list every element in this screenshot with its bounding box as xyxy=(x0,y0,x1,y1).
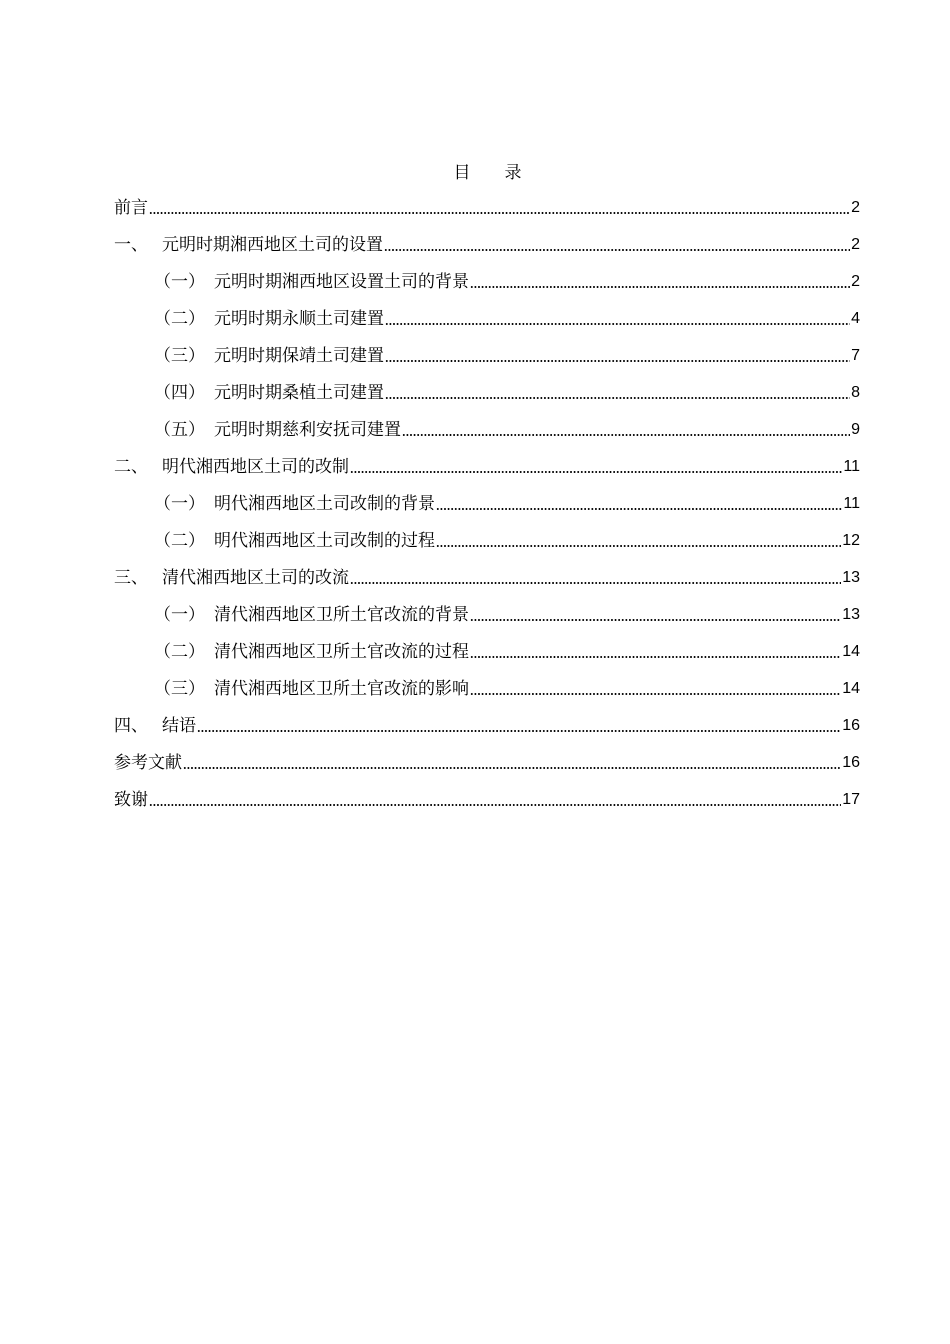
toc-entry[interactable] xyxy=(114,293,860,330)
toc-entry[interactable] xyxy=(114,700,860,737)
toc-entry-text: 明代湘西地区土司改制的过程 xyxy=(214,531,435,551)
toc-entry-text: 清代湘西地区卫所土官改流的影响 xyxy=(214,679,469,699)
toc-entry[interactable] xyxy=(114,663,860,700)
toc-entry-page-number: 11 xyxy=(843,458,860,475)
dot-leader xyxy=(436,530,841,552)
toc-entry[interactable] xyxy=(114,626,860,663)
dot-leader xyxy=(470,604,841,626)
dot-leader xyxy=(385,382,850,404)
toc-entry-text: 清代湘西地区卫所土官改流的过程 xyxy=(214,642,469,662)
toc-entry-page-number: 8 xyxy=(851,384,860,401)
toc-entry-number: 四、 xyxy=(114,716,148,736)
toc-entry-number: （三） xyxy=(154,679,205,699)
toc-entry-page-number: 11 xyxy=(843,495,860,512)
toc-entry-page-number: 2 xyxy=(851,273,860,290)
toc-entry-number: 三、 xyxy=(114,568,148,588)
toc-entry-page-number: 9 xyxy=(851,421,860,438)
toc-entry[interactable] xyxy=(114,589,860,626)
dot-leader xyxy=(384,234,850,256)
toc-entry[interactable] xyxy=(114,367,860,404)
toc-entry-page-number: 7 xyxy=(851,347,860,364)
toc-entry-number: 二、 xyxy=(114,457,148,477)
table-of-contents xyxy=(114,182,860,811)
toc-entry-number: （二） xyxy=(154,642,205,662)
toc-entry[interactable] xyxy=(114,552,860,589)
toc-entry-page-number: 14 xyxy=(842,680,860,697)
dot-leader xyxy=(149,789,841,811)
toc-entry-text: 前言 xyxy=(114,198,148,218)
dot-leader xyxy=(385,308,850,330)
toc-title xyxy=(0,158,950,183)
toc-entry[interactable] xyxy=(114,256,860,293)
toc-entry[interactable] xyxy=(114,515,860,552)
toc-entry-text: 元明时期湘西地区设置土司的背景 xyxy=(214,272,469,292)
toc-entry-page-number: 14 xyxy=(842,643,860,660)
toc-entry-page-number: 16 xyxy=(842,717,860,734)
toc-entry-text: 致谢 xyxy=(114,790,148,810)
toc-entry-text: 明代湘西地区土司的改制 xyxy=(162,457,349,477)
toc-entry-page-number: 13 xyxy=(842,569,860,586)
toc-entry-page-number: 4 xyxy=(851,310,860,327)
toc-entry-number: 一、 xyxy=(114,235,148,255)
dot-leader xyxy=(149,197,850,219)
toc-title-right: 录 xyxy=(504,163,522,183)
dot-leader xyxy=(197,715,841,737)
toc-entry-text: 清代湘西地区卫所土官改流的背景 xyxy=(214,605,469,625)
dot-leader xyxy=(470,271,850,293)
toc-entry-page-number: 13 xyxy=(842,606,860,623)
toc-entry-number: （一） xyxy=(154,272,205,292)
toc-entry-number: （二） xyxy=(154,309,205,329)
toc-entry[interactable] xyxy=(114,404,860,441)
dot-leader xyxy=(470,678,841,700)
toc-entry-page-number: 2 xyxy=(851,236,860,253)
dot-leader xyxy=(350,567,841,589)
toc-title-left: 目 xyxy=(453,163,471,183)
toc-entry[interactable] xyxy=(114,774,860,811)
toc-entry-page-number: 17 xyxy=(842,791,860,808)
toc-entry[interactable] xyxy=(114,219,860,256)
toc-entry-text: 元明时期湘西地区土司的设置 xyxy=(162,235,383,255)
toc-entry-text: 结语 xyxy=(162,716,196,736)
dot-leader xyxy=(402,419,850,441)
toc-entry-text: 元明时期保靖土司建置 xyxy=(214,346,384,366)
toc-entry[interactable] xyxy=(114,737,860,774)
toc-entry-number: （一） xyxy=(154,605,205,625)
toc-entry[interactable] xyxy=(114,441,860,478)
dot-leader xyxy=(385,345,850,367)
toc-entry[interactable] xyxy=(114,182,860,219)
toc-entry-text: 元明时期永顺土司建置 xyxy=(214,309,384,329)
toc-entry-page-number: 12 xyxy=(842,532,860,549)
toc-entry-text: 清代湘西地区土司的改流 xyxy=(162,568,349,588)
toc-entry-page-number: 16 xyxy=(842,754,860,771)
dot-leader xyxy=(350,456,842,478)
toc-entry-text: 明代湘西地区土司改制的背景 xyxy=(214,494,435,514)
toc-entry-number: （二） xyxy=(154,531,205,551)
toc-entry-text: 元明时期桑植土司建置 xyxy=(214,383,384,403)
toc-entry-number: （五） xyxy=(154,420,205,440)
toc-entry-text: 元明时期慈利安抚司建置 xyxy=(214,420,401,440)
dot-leader xyxy=(470,641,841,663)
toc-entry-number: （四） xyxy=(154,383,205,403)
dot-leader xyxy=(436,493,842,515)
toc-entry-page-number: 2 xyxy=(851,199,860,216)
toc-entry-number: （一） xyxy=(154,494,205,514)
dot-leader xyxy=(183,752,841,774)
toc-entry[interactable] xyxy=(114,330,860,367)
toc-entry[interactable] xyxy=(114,478,860,515)
toc-entry-number: （三） xyxy=(154,346,205,366)
toc-entry-text: 参考文献 xyxy=(114,753,182,773)
